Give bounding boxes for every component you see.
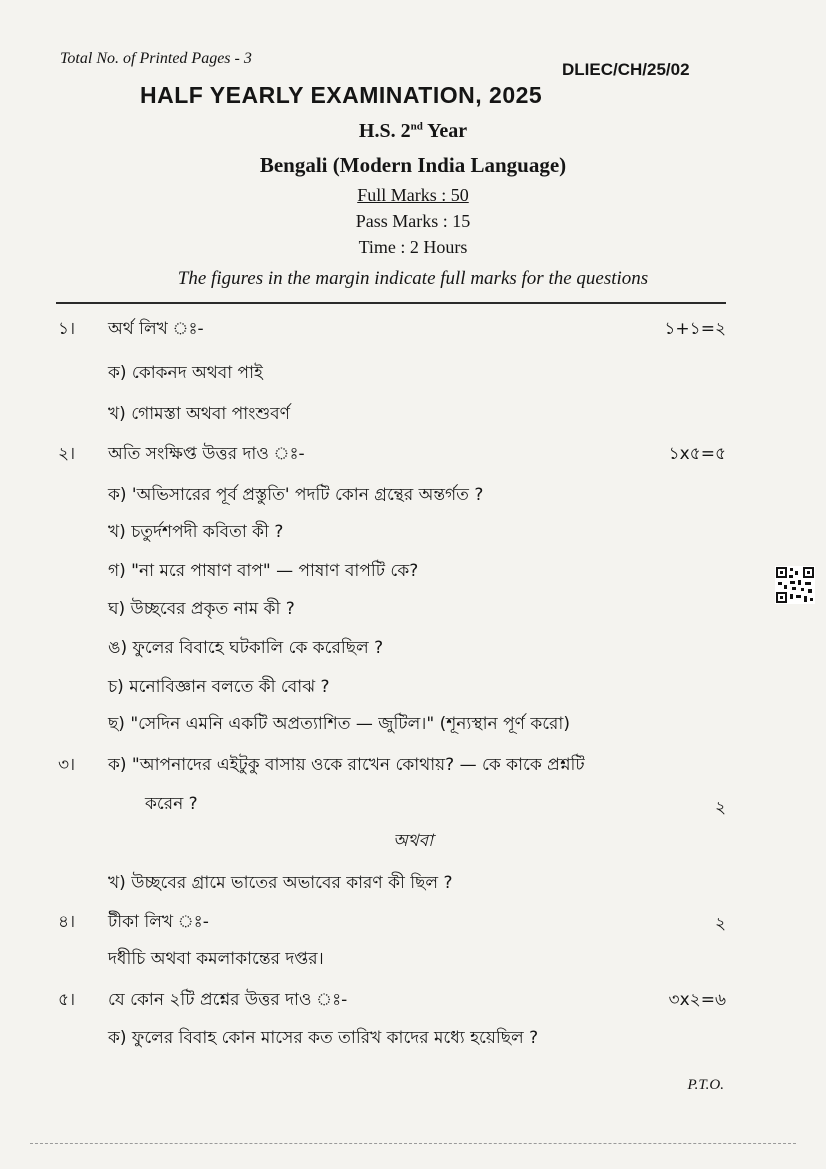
question-text: ক) "আপনাদের এইটুকু বাসায় ওকে রাখেন কোথায়? — কে কাকে প্রশ্নটি bbox=[108, 755, 585, 775]
sub-question: ঙ) ফুলের বিবাহে ঘটকালি কে করেছিল ? bbox=[108, 638, 384, 658]
sub-question: ক) কোকনদ অথবা পাই bbox=[108, 363, 263, 383]
question-number: ৩। bbox=[58, 755, 76, 775]
full-marks: Full Marks : 50 bbox=[357, 185, 469, 205]
question-marks: ৩x২=৬ bbox=[668, 990, 726, 1010]
page-turn-note: P.T.O. bbox=[687, 1077, 724, 1093]
sub-question: ক) 'অভিসারের পূর্ব প্রস্তুতি' পদটি কোন গ্রন্থের অন্তর্গত ? bbox=[108, 485, 484, 505]
time-limit: Time : 2 Hours bbox=[358, 237, 468, 257]
question-text: টীকা লিখ ঃ- bbox=[108, 912, 209, 932]
exam-title: HALF YEARLY EXAMINATION, 2025 bbox=[140, 82, 543, 108]
question-marks: ১x৫=৫ bbox=[668, 444, 726, 464]
question-number: ১। bbox=[58, 319, 76, 339]
question-marks: ২ bbox=[714, 798, 726, 818]
sub-question: ঘ) উচ্ছবের প্রকৃত নাম কী ? bbox=[108, 599, 295, 619]
sub-question: দধীচি অথবা কমলাকান্তের দপ্তর। bbox=[108, 949, 324, 969]
question-marks: ১+১=২ bbox=[664, 319, 726, 339]
scan-edge-line bbox=[30, 1143, 796, 1144]
question-marks: ২ bbox=[714, 914, 726, 934]
sub-question: চ) মনোবিজ্ঞান বলতে কী বোঝ ? bbox=[108, 677, 330, 697]
question-number: ৪। bbox=[58, 912, 76, 932]
class-year: H.S. 2nd Year bbox=[358, 120, 468, 142]
question-text: অর্থ লিখ ঃ- bbox=[108, 319, 204, 339]
pass-marks: Pass Marks : 15 bbox=[355, 211, 471, 231]
sub-question: খ) উচ্ছবের গ্রামে ভাতের অভাবের কারণ কী ছিল ? bbox=[108, 873, 453, 893]
sub-question: ছ) "সেদিন এমনি একটি অপ্রত্যাশিত — জুটিল।" (শূন্যস্থান পূর্ণ করো) bbox=[108, 714, 570, 734]
sub-question: গ) "না মরে পাষাণ বাপ" — পাষাণ বাপটি কে? bbox=[108, 561, 419, 581]
question-number: ৫। bbox=[58, 990, 76, 1010]
total-pages: Total No. of Printed Pages - 3 bbox=[60, 50, 252, 67]
question-text: অতি সংক্ষিপ্ত উত্তর দাও ঃ- bbox=[108, 444, 305, 464]
marks-note: The figures in the margin indicate full marks for the questions bbox=[177, 268, 649, 289]
sub-question: ক) ফুলের বিবাহ কোন মাসের কত তারিখ কাদের মধ্যে হয়েছিল ? bbox=[108, 1028, 539, 1048]
question-number: ২। bbox=[58, 444, 76, 464]
header-divider bbox=[56, 302, 726, 304]
or-separator: অথবা bbox=[392, 831, 434, 851]
question-continuation: করেন ? bbox=[145, 794, 198, 814]
subject-title: Bengali (Modern India Language) bbox=[259, 153, 567, 177]
paper-code: DLIEC/CH/25/02 bbox=[562, 60, 690, 79]
sub-question: খ) গোমস্তা অথবা পাংশুবর্ণ bbox=[108, 404, 290, 424]
question-text: যে কোন ২টি প্রশ্নের উত্তর দাও ঃ- bbox=[108, 990, 348, 1010]
qr-code-icon bbox=[775, 566, 815, 604]
sub-question: খ) চতুর্দশপদী কবিতা কী ? bbox=[108, 522, 284, 542]
